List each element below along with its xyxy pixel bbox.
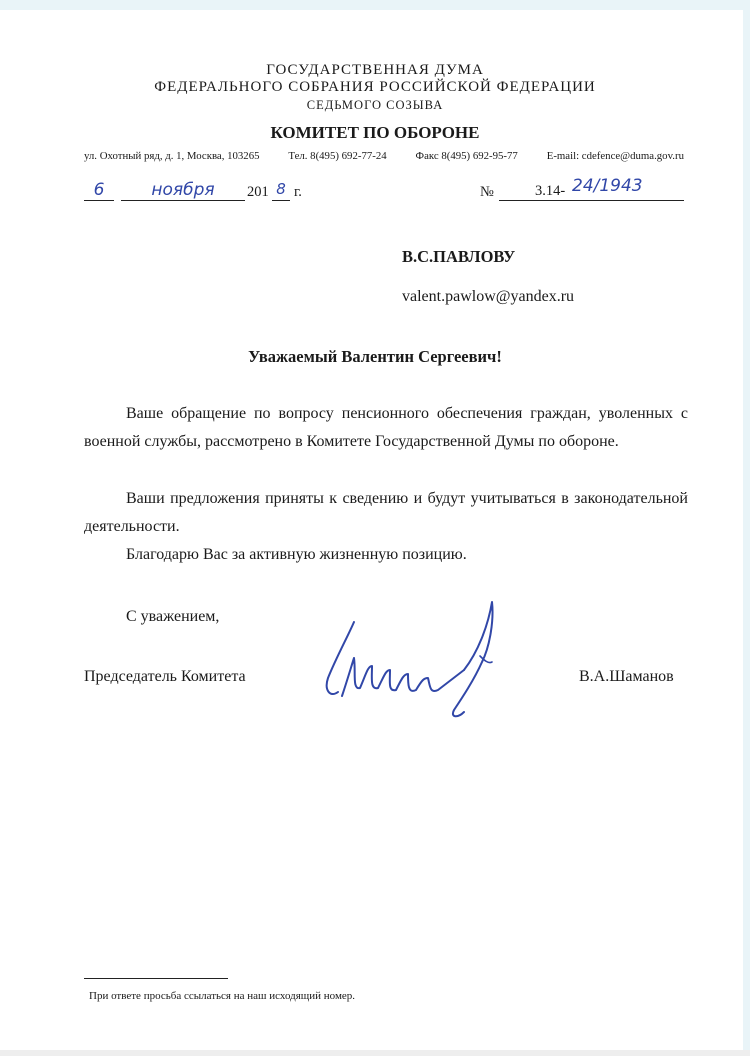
email-text: E-mail: cdefence@duma.gov.ru [546,150,684,162]
outgoing-number-prefix: 3.14- [535,183,566,199]
addressee-email: valent.pawlow@yandex.ru [402,288,575,305]
closing-regards: С уважением, [126,608,220,625]
signer-role: Председатель Комитета [84,668,246,685]
date-year-field [272,180,290,201]
addressee-name: В.С.ПАВЛОВУ [402,247,516,266]
date-month-field [121,180,245,201]
footnote-divider [84,978,228,979]
footnote-text: При ответе просьба ссылаться на наш исходящий номер. [89,990,356,1002]
signer-name: В.А.Шаманов [579,668,674,685]
letterhead-line-1: ГОСУДАРСТВЕННАЯ ДУМА [266,62,484,78]
scan-right-border [743,0,750,1056]
body-paragraph-2: Ваши предложения приняты к сведению и будут учитываться в законодательной деятельности. [84,490,688,535]
date-day: 6 [93,180,105,200]
date-year-end: г. [294,184,302,200]
handwritten-signature [318,596,508,726]
number-sign: № [480,184,494,200]
body-paragraph-1: Ваше обращение по вопросу пенсионного обеспечения граждан, уволенных с военной службы, рассмотрено в Комитете Государственной Думы по обороне. [84,405,688,450]
letterhead-line-2: ФЕДЕРАЛЬНОГО СОБРАНИЯ РОССИЙСКОЙ ФЕДЕРАЦИИ [154,79,596,95]
address-text: ул. Охотный ряд, д. 1, Москва, 103265 [84,150,260,162]
date-year-suffix: 8 [276,180,286,198]
outgoing-number-field [499,176,684,201]
date-year-prefix: 201 [247,184,269,200]
body-paragraph-3: Благодарю Вас за активную жизненную позицию. [126,546,467,563]
committee-name: КОМИТЕТ ПО ОБОРОНЕ [270,123,480,142]
salutation: Уважаемый Валентин Сергеевич! [248,347,502,366]
fax-text: Факс 8(495) 692-95-77 [415,150,518,162]
letterhead-line-3: СЕДЬМОГО СОЗЫВА [306,98,444,112]
phone-text: Тел. 8(495) 692-77-24 [288,150,387,162]
date-day-field [84,180,114,201]
contact-line [84,150,684,162]
outgoing-number-handwritten: 24/1943 [572,176,643,196]
scan-bottom-border [0,1050,750,1056]
scan-top-border [0,0,750,10]
date-number-line [84,176,684,204]
date-month: ноября [151,180,215,200]
